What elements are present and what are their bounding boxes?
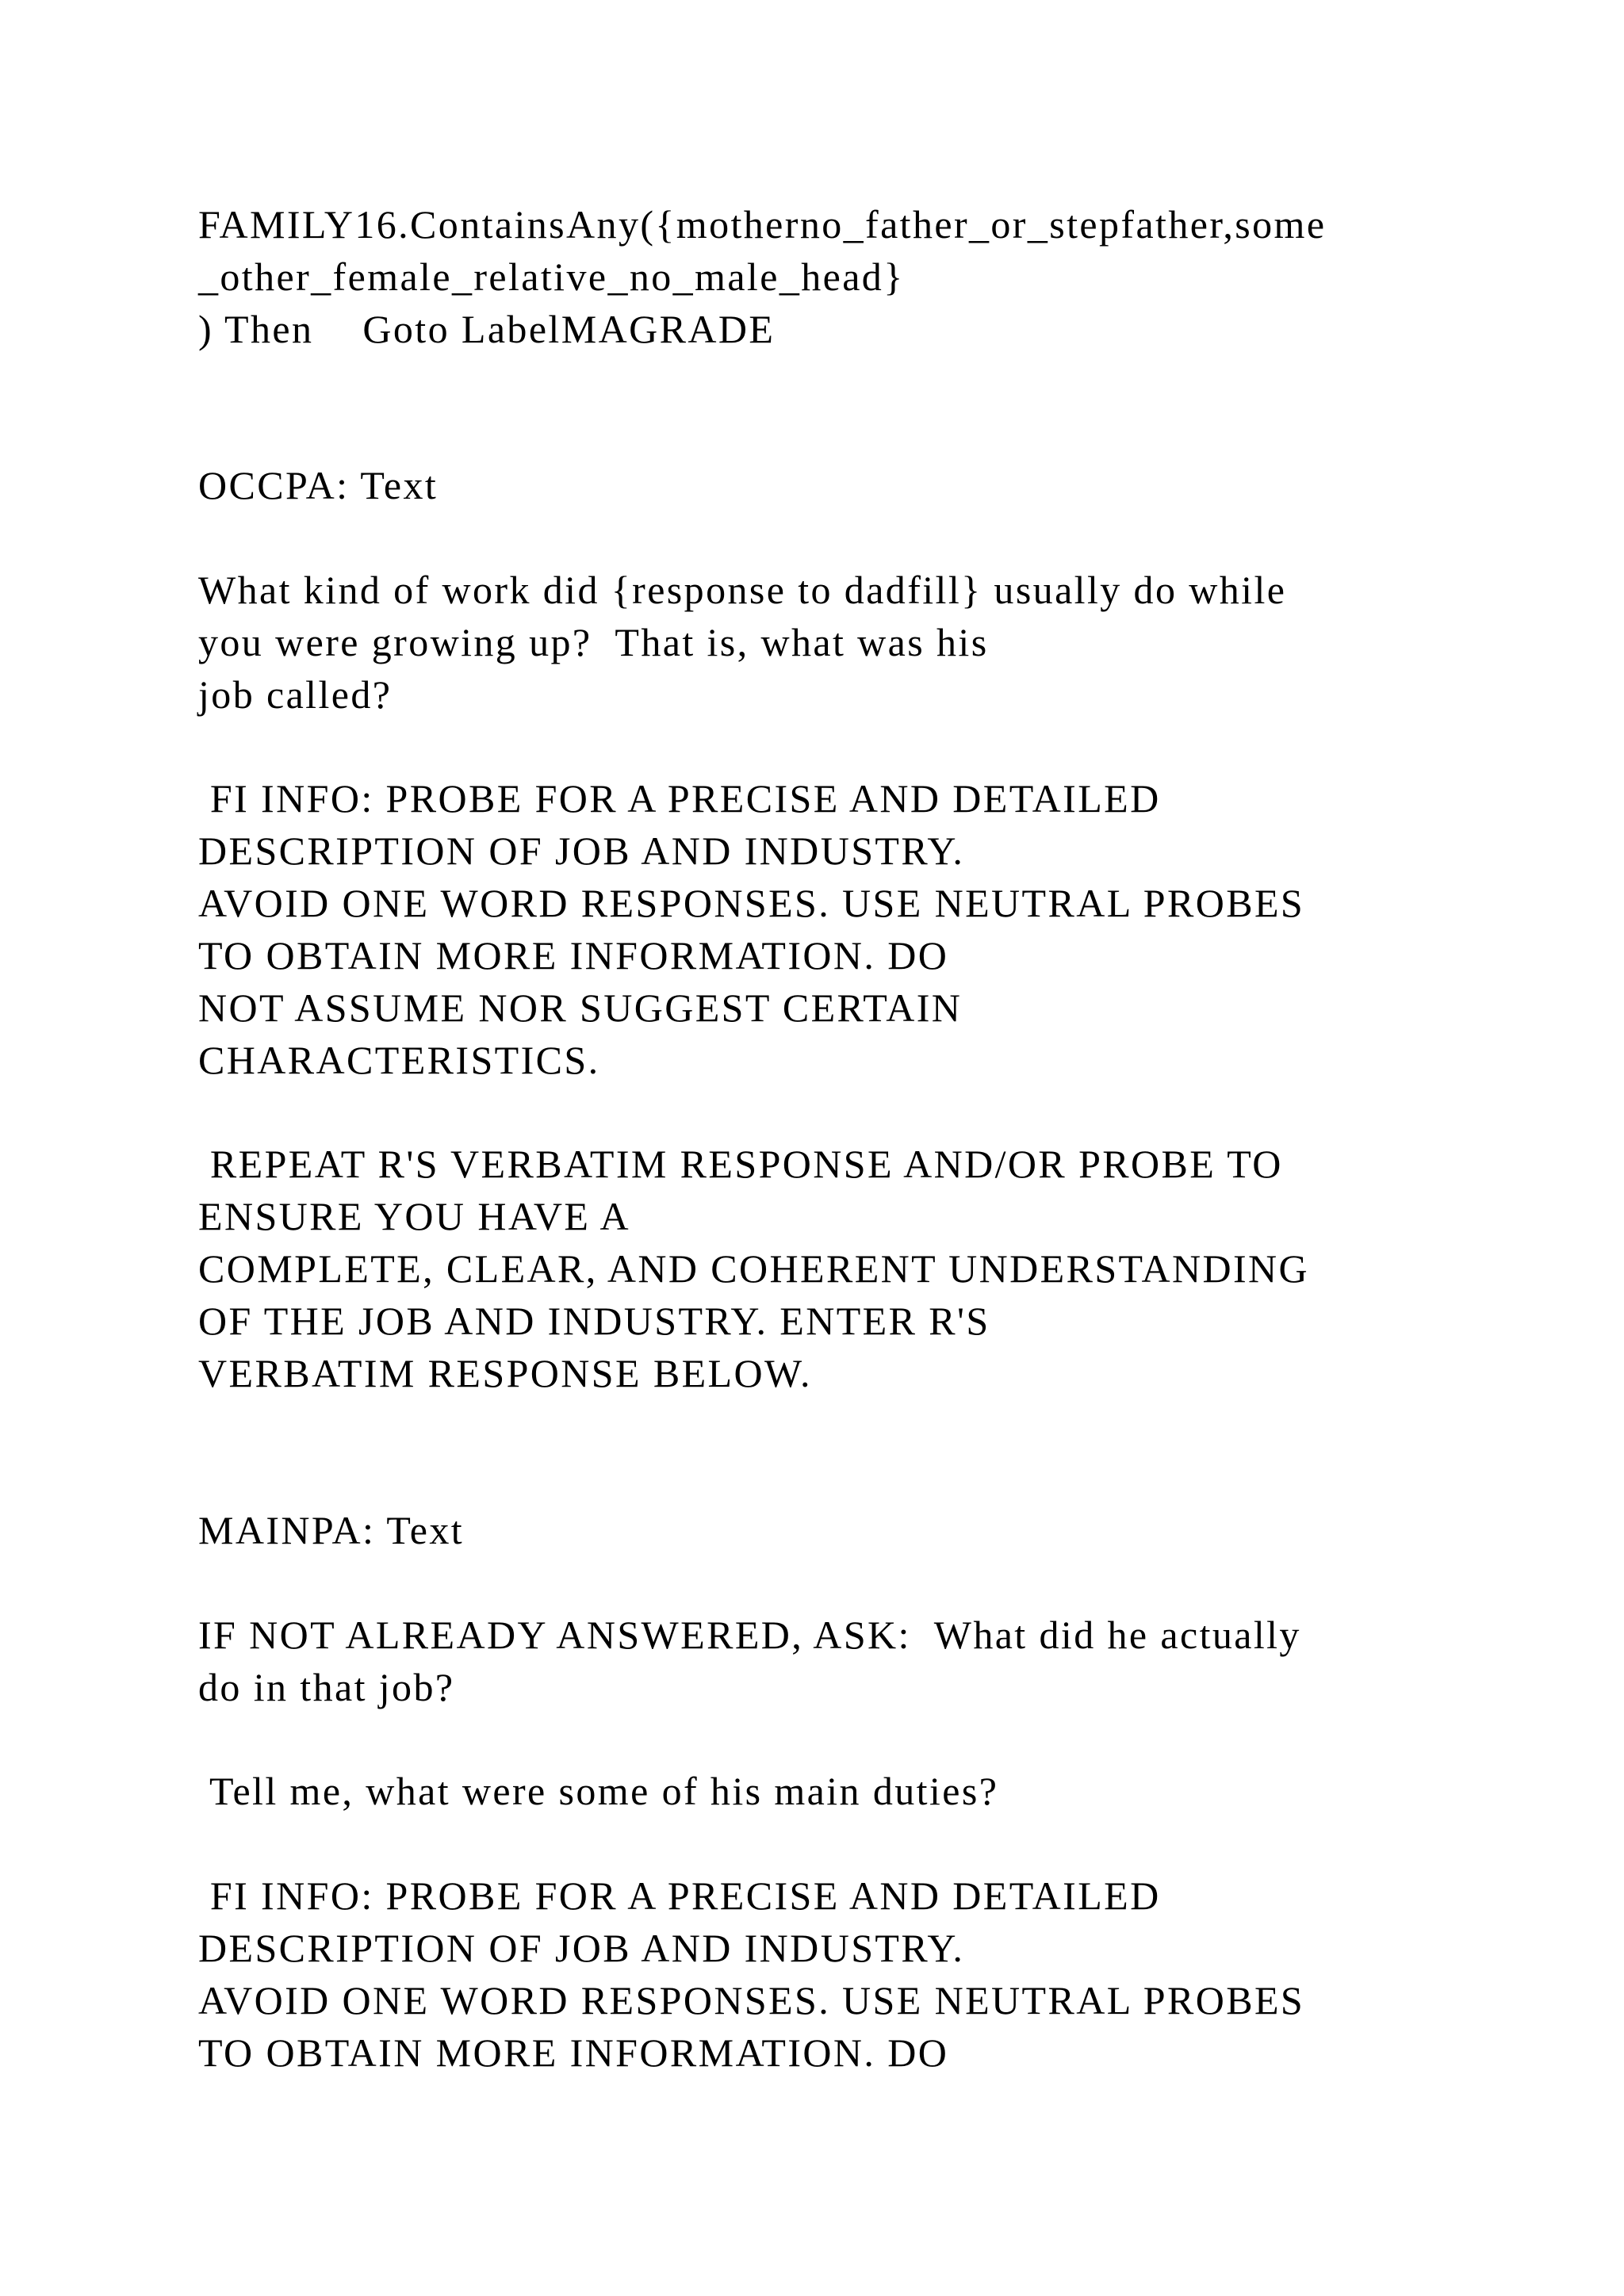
- code-line-3: [198, 303, 1499, 355]
- mainpa-tell-line: Tell me, what were some of his main duties?: [198, 1769, 999, 1813]
- occpa-fi-info-line-2: DESCRIPTION OF JOB AND INDUSTRY.: [198, 828, 965, 873]
- mainpa-question: [198, 1609, 1499, 1713]
- occpa-repeat: [198, 1138, 1499, 1399]
- then-keyword: ) Then: [198, 307, 314, 351]
- occpa-question-line-1: What kind of work did {response to dadfill} usually do while: [198, 568, 1287, 612]
- occpa-fi-info-line-6: CHARACTERISTICS.: [198, 1038, 600, 1082]
- mainpa-fi-info-line-3: AVOID ONE WORD RESPONSES. USE NEUTRAL PROBES: [198, 1978, 1305, 2022]
- occpa-header-line: OCCPA: Text: [198, 463, 439, 507]
- occpa-question-line-2: you were growing up? That is, what was his: [198, 620, 989, 664]
- occpa-repeat-line-2: ENSURE YOU HAVE A: [198, 1194, 630, 1238]
- occpa-question-line-3: job called?: [198, 672, 393, 717]
- mainpa-fi-info-line-2: DESCRIPTION OF JOB AND INDUSTRY.: [198, 1926, 965, 1970]
- occpa-fi-info-line-5: NOT ASSUME NOR SUGGEST CERTAIN: [198, 985, 963, 1030]
- code-line-1: FAMILY16.ContainsAny({motherno_father_or_stepfather,some: [198, 202, 1327, 247]
- occpa-question: [198, 564, 1499, 721]
- goto-statement: Goto LabelMAGRADE: [362, 307, 776, 351]
- occpa-header: [198, 459, 1499, 511]
- code-line-2: _other_female_relative_no_male_head}: [198, 254, 905, 299]
- occpa-fi-info-line-3: AVOID ONE WORD RESPONSES. USE NEUTRAL PROBES: [198, 881, 1305, 925]
- mainpa-header: [198, 1504, 1499, 1556]
- code-block: [198, 198, 1499, 355]
- occpa-fi-info-line-1: FI INFO: PROBE FOR A PRECISE AND DETAILED: [198, 776, 1161, 821]
- occpa-repeat-line-5: VERBATIM RESPONSE BELOW.: [198, 1351, 812, 1395]
- mainpa-tell: [198, 1765, 1499, 1817]
- occpa-repeat-line-3: COMPLETE, CLEAR, AND COHERENT UNDERSTANDING: [198, 1246, 1310, 1291]
- mainpa-fi-info-line-1: FI INFO: PROBE FOR A PRECISE AND DETAILED: [198, 1873, 1161, 1918]
- mainpa-question-line-1: IF NOT ALREADY ANSWERED, ASK: What did he actually: [198, 1613, 1301, 1657]
- occpa-repeat-line-4: OF THE JOB AND INDUSTRY. ENTER R'S: [198, 1299, 990, 1343]
- occpa-repeat-line-1: REPEAT R'S VERBATIM RESPONSE AND/OR PROBE TO: [198, 1142, 1283, 1186]
- mainpa-header-line: MAINPA: Text: [198, 1508, 465, 1552]
- mainpa-fi-info-line-4: TO OBTAIN MORE INFORMATION. DO: [198, 2030, 949, 2075]
- mainpa-question-line-2: do in that job?: [198, 1665, 455, 1709]
- mainpa-fi-info: [198, 1869, 1499, 2079]
- occpa-fi-info: [198, 772, 1499, 1086]
- occpa-fi-info-line-4: TO OBTAIN MORE INFORMATION. DO: [198, 933, 949, 978]
